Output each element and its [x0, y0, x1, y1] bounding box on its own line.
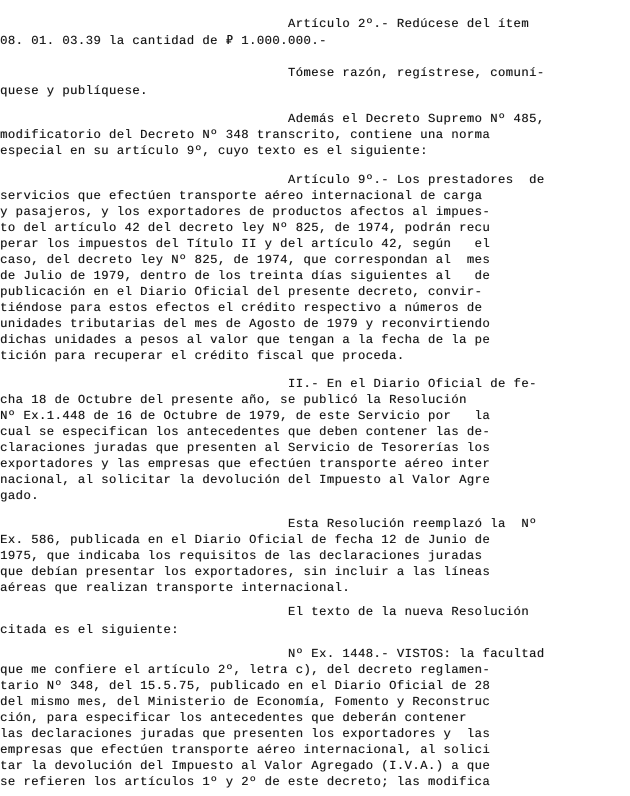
text-line: Ex. 586, publicada en el Diario Oficial de fecha 12 de Junio de: [0, 533, 491, 547]
text-line: 08. 01. 03.39 la cantidad de ₽ 1.000.000.-: [0, 34, 327, 48]
text-line: las declaraciones juradas que presenten los exportadores y las: [0, 727, 491, 741]
text-line: II.- En el Diario Oficial de fe-: [0, 377, 537, 391]
text-line: se refieren los artículos 1º y 2º de este decreto; las modifica: [0, 775, 491, 789]
text-line: tición para recuperar el crédito fiscal que proceda.: [0, 349, 405, 363]
text-line: que me confiere el artículo 2º, letra c), del decreto reglamen-: [0, 663, 491, 677]
text-line: Esta Resolución reemplazó la Nº: [0, 517, 537, 531]
text-line: tar la devolución del Impuesto al Valor Agregado (I.V.A.) a que: [0, 759, 491, 773]
text-line: Artículo 2º.- Redúcese del ítem: [0, 17, 529, 31]
text-line: cual se especifican los antecedentes que deben contener las de-: [0, 425, 491, 439]
text-line: tiéndose para estos efectos el crédito respectivo a números de: [0, 301, 483, 315]
text-line: y pasajeros, y los exportadores de productos afectos al impues-: [0, 205, 491, 219]
text-line: quese y publíquese.: [0, 84, 148, 98]
text-line: modificatorio del Decreto Nº 348 transcrito, contiene una norma: [0, 128, 491, 142]
text-line: publicación en el Diario Oficial del presente decreto, convir-: [0, 285, 483, 299]
text-line: Artículo 9º.- Los prestadores de: [0, 173, 545, 187]
text-line: especial en su artículo 9º, cuyo texto es el siguiente:: [0, 144, 428, 158]
text-line: ción, para especificar los antecedentes que deberán contener: [0, 711, 467, 725]
text-line: to del artículo 42 del decreto ley Nº 825, de 1974, podrán recu: [0, 221, 491, 235]
text-line: aéreas que realizan transporte internacional.: [0, 581, 351, 595]
text-line: citada es el siguiente:: [0, 623, 179, 637]
text-line: El texto de la nueva Resolución: [0, 605, 529, 619]
text-line: tario Nº 348, del 15.5.75, publicado en el Diario Oficial de 28: [0, 679, 491, 693]
text-line: Tómese razón, regístrese, comuní-: [0, 66, 545, 80]
text-line: gado.: [0, 489, 39, 503]
text-line: servicios que efectúen transporte aéreo internacional de carga: [0, 189, 483, 203]
text-line: claraciones juradas que presenten al Servicio de Tesorerías los: [0, 441, 491, 455]
text-line: Nº Ex.1.448 de 16 de Octubre de 1979, de este Servicio por la: [0, 409, 491, 423]
text-line: de Julio de 1979, dentro de los treinta días siguientes al de: [0, 269, 491, 283]
text-line: nacional, al solicitar la devolución del Impuesto al Valor Agre: [0, 473, 491, 487]
text-line: perar los impuestos del Título II y del artículo 42, según el: [0, 237, 491, 251]
text-line: Nº Ex. 1448.- VISTOS: la facultad: [0, 647, 545, 661]
text-line: que debían presentar los exportadores, sin incluir a las líneas: [0, 565, 491, 579]
text-line: dichas unidades a pesos al valor que tengan a la fecha de la pe: [0, 333, 491, 347]
text-line: empresas que efectúen transporte aéreo internacional, al solici: [0, 743, 491, 757]
text-line: cha 18 de Octubre del presente año, se publicó la Resolución: [0, 393, 467, 407]
text-line: exportadores y las empresas que efectúen transporte aéreo inter: [0, 457, 491, 471]
text-line: Además el Decreto Supremo Nº 485,: [0, 112, 545, 126]
text-line: unidades tributarias del mes de Agosto de 1979 y reconvirtiendo: [0, 317, 491, 331]
text-line: del mismo mes, del Ministerio de Economía, Fomento y Reconstruc: [0, 695, 491, 709]
text-line: 1975, que indicaba los requisitos de las declaraciones juradas: [0, 549, 483, 563]
text-line: caso, del decreto ley Nº 825, de 1974, que correspondan al mes: [0, 253, 491, 267]
